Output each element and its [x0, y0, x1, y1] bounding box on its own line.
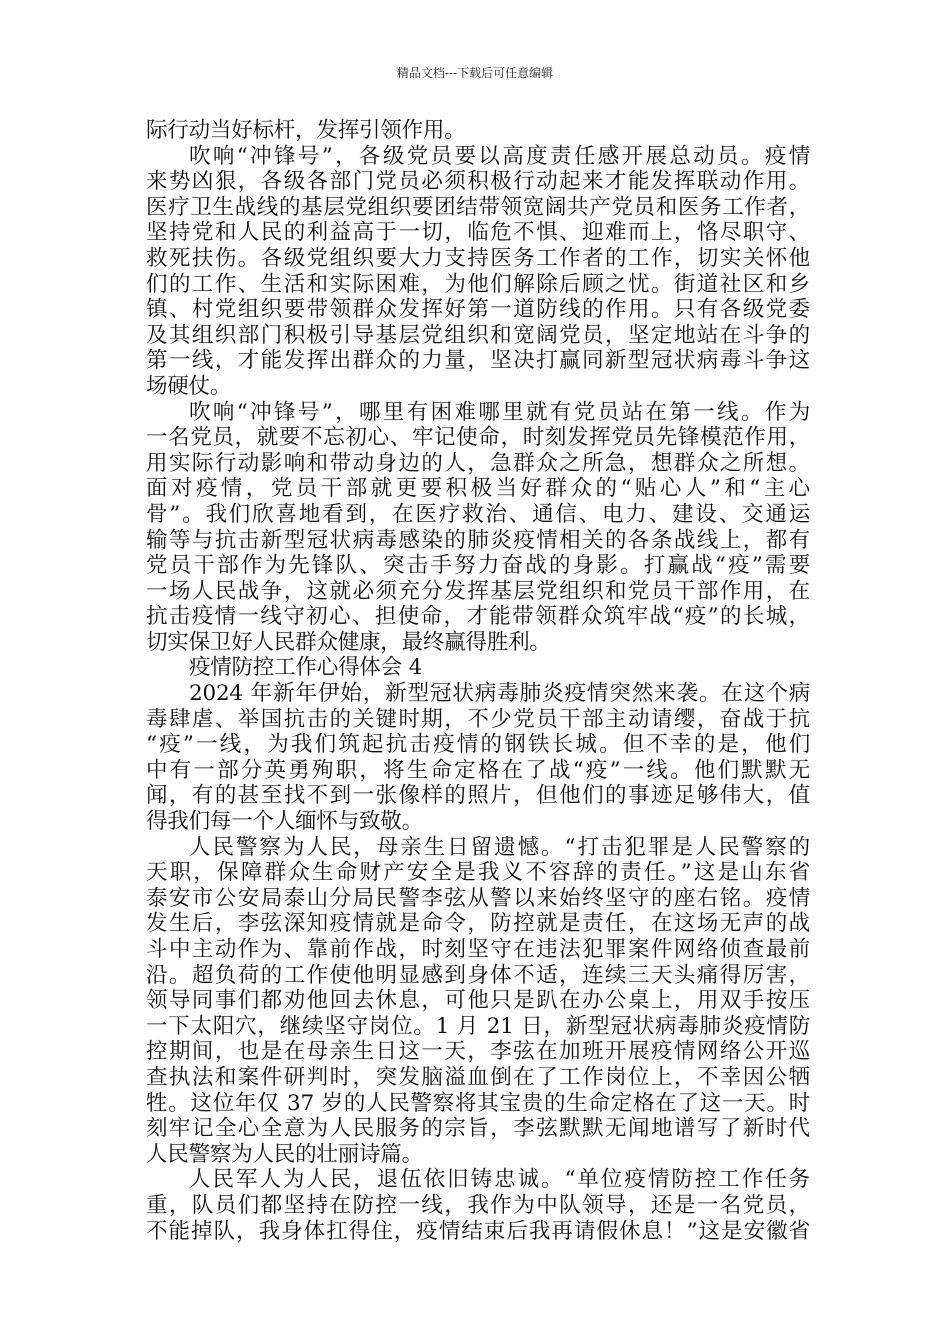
text-line: 际行动当好标杆，发挥引领作用。	[146, 118, 466, 143]
text-line: 泰安市公安局泰山分局民警李弦从警以来始终坚守的座右铭。疫情	[146, 885, 810, 911]
text-line: 查执法和案件研判时，突发脑溢血倒在了工作岗位上，不幸因公牺	[146, 1064, 810, 1090]
text-line: 用实际行动影响和带动身边的人，急群众之所急，想群众之所想。	[146, 450, 810, 476]
text-line: 们的工作、生活和实际困难，为他们解除后顾之忧。街道社区和乡	[146, 271, 810, 297]
text-line: 党员干部作为先锋队、突击手努力奋战的身影。打赢战“疫”需要	[146, 553, 810, 579]
text-line: 骨”。我们欣喜地看到，在医疗救治、通信、电力、建设、交通运	[146, 501, 810, 527]
text-line: 毒肆虐、举国抗击的关键时期，不少党员干部主动请缨，奋战于抗	[146, 706, 810, 732]
text-line: 天职，保障群众生命财产安全是我义不容辞的责任。”这是山东省	[146, 860, 810, 886]
text-line: 人民警察为人民的壮丽诗篇。	[146, 1141, 423, 1167]
text-line: 吹响“冲锋号”，各级党员要以高度责任感开展总动员。疫情	[189, 143, 810, 169]
text-line: 得我们每一个人缅怀与致敬。	[146, 809, 423, 835]
text-line: 输等与抗击新型冠状病毒感染的肺炎疫情相关的各条战线上，都有	[146, 527, 810, 553]
text-line: 发生后，李弦深知疫情就是命令，防控就是责任，在这场无声的战	[146, 911, 810, 937]
text-line: 重，队员们都坚持在防控一线，我作为中队领导，还是一名党员，	[146, 1192, 810, 1218]
text-line: 吹响“冲锋号”，哪里有困难哪里就有党员站在第一线。作为	[189, 399, 810, 425]
text-line: 不能掉队，我身体扛得住，疫情结束后我再请假休息！”这是安徽省	[146, 1218, 810, 1244]
text-line: 坚持党和人民的利益高于一切，临危不惧、迎难而上，恪尽职守、	[146, 220, 810, 246]
text-line: 来势凶狠，各级各部门党员必须积极行动起来才能发挥联动作用。	[146, 169, 810, 195]
text-line: 医疗卫生战线的基层党组织要团结带领宽阔共产党员和医务工作者，	[146, 194, 810, 220]
text-line: 切实保卫好人民群众健康，最终赢得胜利。	[146, 629, 551, 655]
text-line: 人民军人为人民，退伍依旧铸忠诚。“单位疫情防控工作任务	[189, 1167, 810, 1193]
text-line: 场硬仗。	[146, 373, 232, 399]
text-line: 第一线，才能发挥出群众的力量，坚决打赢同新型冠状病毒斗争这	[146, 348, 810, 374]
text-line: “疫”一线，为我们筑起抗击疫情的钢铁长城。但不幸的是，他们	[146, 732, 810, 758]
text-line: 斗中主动作为、靠前作战，时刻坚守在违法犯罪案件网络侦查最前	[146, 937, 810, 962]
text-line: 牲。这位年仅 37 岁的人民警察将其宝贵的生命定格在了这一天。时	[146, 1090, 810, 1116]
text-line: 抗击疫情一线守初心、担使命，才能带领群众筑牢战“疫”的长城，	[146, 604, 810, 630]
page-header: 精品文档---下载后可任意编辑	[396, 66, 554, 80]
document-body	[146, 118, 810, 1244]
text-line: 疫情防控工作心得体会 4	[189, 655, 423, 681]
text-line: 刻牢记全心全意为人民服务的宗旨，李弦默默无闻地谱写了新时代	[146, 1116, 810, 1142]
text-line: 沿。超负荷的工作使他明显感到身体不适，连续三天头痛得厉害，	[146, 962, 810, 988]
text-line: 闻，有的甚至找不到一张像样的照片，但他们的事迹足够伟大，值	[146, 783, 810, 809]
text-line: 一下太阳穴，继续坚守岗位。1 月 21 日，新型冠状病毒肺炎疫情防	[146, 1013, 810, 1039]
text-line: 及其组织部门积极引导基层党组织和宽阔党员，坚定地站在斗争的	[146, 322, 810, 348]
text-line: 2024 年新年伊始，新型冠状病毒肺炎疫情突然来袭。在这个病	[189, 681, 810, 707]
text-line: 救死扶伤。各级党组织要大力支持医务工作者的工作，切实关怀他	[146, 245, 810, 271]
text-line: 领导同事们都劝他回去休息，可他只是趴在办公桌上，用双手按压	[146, 988, 810, 1014]
text-line: 人民警察为人民，母亲生日留遗憾。“打击犯罪是人民警察的	[189, 834, 810, 860]
text-line: 一场人民战争，这就必须充分发挥基层党组织和党员干部作用，在	[146, 578, 810, 604]
text-line: 控期间，也是在母亲生日这一天，李弦在加班开展疫情网络公开巡	[146, 1039, 810, 1065]
text-line: 中有一部分英勇殉职，将生命定格在了战“疫”一线。他们默默无	[146, 757, 810, 783]
text-line: 一名党员，就要不忘初心、牢记使命，时刻发挥党员先锋模范作用，	[146, 425, 810, 451]
text-line: 镇、村党组织要带领群众发挥好第一道防线的作用。只有各级党委	[146, 297, 810, 323]
text-line: 面对疫情，党员干部就更要积极当好群众的“贴心人”和“主心	[146, 476, 810, 502]
